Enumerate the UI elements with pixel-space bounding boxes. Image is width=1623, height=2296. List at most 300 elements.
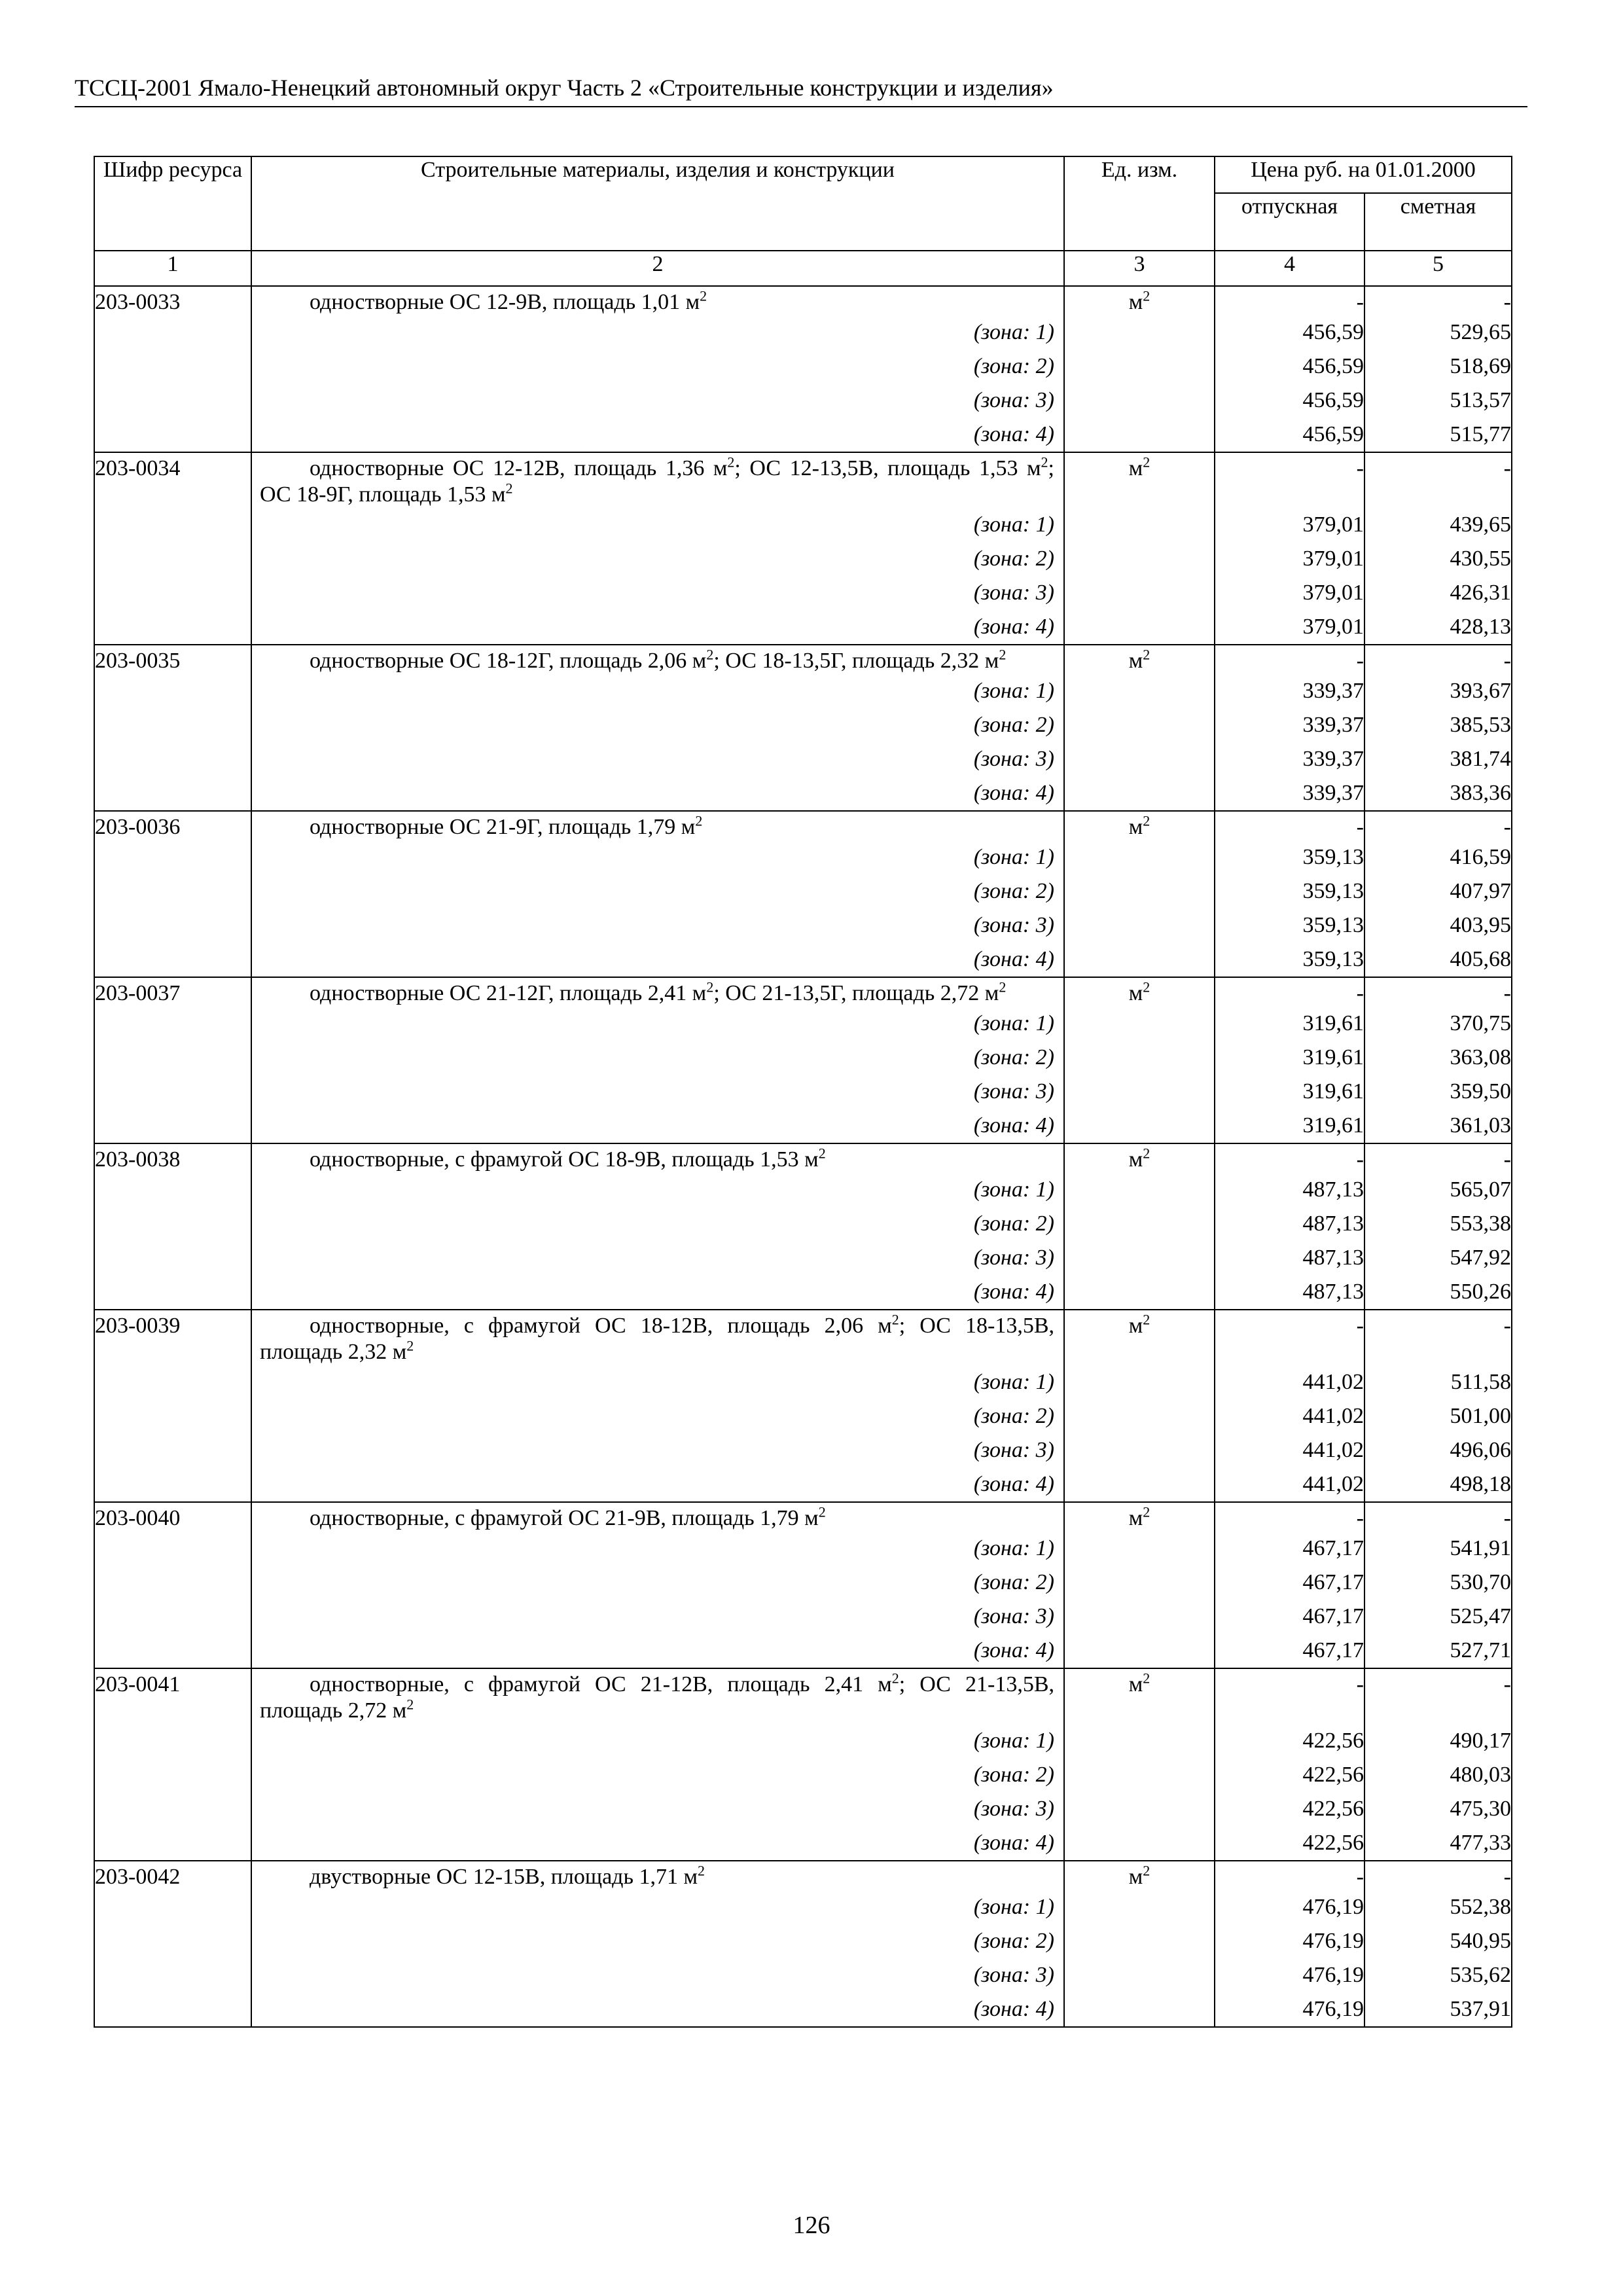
empty-cell	[1064, 384, 1215, 418]
unit-text: м	[1128, 815, 1143, 839]
empty-cell	[94, 1007, 251, 1041]
resource-code: 203-0039	[94, 1310, 251, 1365]
unit-cell	[1064, 1668, 1215, 1724]
unit-text: м	[1128, 1506, 1143, 1530]
estimate-price: 385,53	[1364, 708, 1512, 742]
estimate-price: 518,69	[1364, 350, 1512, 384]
zone-label: (зона: 1)	[973, 1536, 1054, 1560]
empty-cell	[1064, 1241, 1215, 1275]
unit-exponent: 2	[1143, 1503, 1150, 1520]
estimate-price: 537,91	[1364, 1992, 1512, 2027]
material-description	[252, 980, 1063, 1007]
zone-label: (зона: 1)	[973, 1370, 1054, 1394]
unit-exponent: 2	[505, 480, 513, 497]
zone-label: (зона: 3)	[973, 913, 1054, 937]
material-description	[252, 1313, 1063, 1365]
release-price: 422,56	[1215, 1724, 1364, 1758]
release-price: 467,17	[1215, 1634, 1364, 1668]
estimate-price: 511,58	[1364, 1365, 1512, 1399]
unit-cell	[1064, 1861, 1215, 1890]
zone-label: (зона: 2)	[973, 354, 1054, 378]
estimate-price: 363,08	[1364, 1041, 1512, 1075]
estimate-price: 501,00	[1364, 1399, 1512, 1433]
zone-row	[94, 315, 1512, 350]
header-estimate-price: сметная	[1364, 193, 1512, 251]
release-price: 456,59	[1215, 350, 1364, 384]
unit-exponent: 2	[1143, 1670, 1150, 1687]
empty-cell	[94, 674, 251, 708]
description-text: ; ОС 18-13,5В, площадь 2,32 м	[260, 1314, 1055, 1364]
release-price: 487,13	[1215, 1275, 1364, 1310]
unit-exponent: 2	[706, 978, 714, 996]
material-description	[252, 289, 1063, 315]
release-price: 339,37	[1215, 708, 1364, 742]
empty-cell	[1064, 1109, 1215, 1143]
empty-cell	[94, 1992, 251, 2027]
unit-text: м	[1128, 1147, 1143, 1172]
material-description-cell	[251, 645, 1064, 674]
empty-cell	[1064, 1207, 1215, 1241]
zone-cell	[251, 610, 1064, 645]
release-price: 339,37	[1215, 674, 1364, 708]
empty-cell	[1064, 1566, 1215, 1600]
description-text: ; ОС 12-13,5В, площадь 1,53 м	[734, 456, 1041, 480]
estimate-price: 550,26	[1364, 1275, 1512, 1310]
estimate-price: 475,30	[1364, 1792, 1512, 1826]
release-price: 456,59	[1215, 418, 1364, 452]
empty-cell	[1064, 1007, 1215, 1041]
zone-cell	[251, 1890, 1064, 1924]
estimate-price: 530,70	[1364, 1566, 1512, 1600]
zone-cell	[251, 742, 1064, 776]
unit-exponent: 2	[1143, 1862, 1150, 1879]
description-text: ; ОС 18-13,5Г, площадь 2,32 м	[713, 649, 999, 673]
zone-label: (зона: 4)	[973, 947, 1054, 971]
table-body	[94, 286, 1512, 2027]
zone-label: (зона: 1)	[973, 679, 1054, 703]
release-price: 467,17	[1215, 1532, 1364, 1566]
zone-label: (зона: 4)	[973, 1113, 1054, 1138]
unit-cell	[1064, 286, 1215, 315]
estimate-price: 527,71	[1364, 1634, 1512, 1668]
estimate-price: 553,38	[1364, 1207, 1512, 1241]
unit-exponent: 2	[1143, 1145, 1150, 1162]
zone-cell	[251, 1075, 1064, 1109]
release-price: 476,19	[1215, 1992, 1364, 2027]
empty-cell	[1064, 1173, 1215, 1207]
zone-label: (зона: 3)	[973, 1246, 1054, 1270]
table-row	[94, 286, 1512, 315]
unit-text: м	[1128, 1865, 1143, 1889]
material-description	[252, 1672, 1063, 1724]
zone-cell	[251, 1041, 1064, 1075]
zone-label: (зона: 3)	[973, 1438, 1054, 1462]
zone-row	[94, 1532, 1512, 1566]
zone-cell	[251, 1433, 1064, 1467]
zone-row	[94, 542, 1512, 576]
empty-cell	[94, 742, 251, 776]
zone-row	[94, 1826, 1512, 1861]
estimate-price: 490,17	[1364, 1724, 1512, 1758]
empty-cell	[94, 508, 251, 542]
zone-cell	[251, 1241, 1064, 1275]
release-price: 319,61	[1215, 1007, 1364, 1041]
unit-exponent: 2	[698, 1862, 705, 1879]
zone-cell	[251, 1924, 1064, 1958]
empty-cell	[94, 1467, 251, 1502]
zone-label: (зона: 4)	[973, 1638, 1054, 1662]
description-text: одностворные ОС 18-12Г, площадь 2,06 м	[310, 649, 707, 673]
release-price-dash: -	[1215, 452, 1364, 508]
column-number-row	[94, 251, 1512, 286]
material-description	[252, 1505, 1063, 1532]
zone-row	[94, 1007, 1512, 1041]
estimate-price-dash: -	[1364, 645, 1512, 674]
zone-label: (зона: 3)	[973, 1604, 1054, 1628]
description-text: одностворные, с фрамугой ОС 18-12В, площадь 2,06 м	[310, 1314, 892, 1338]
empty-cell	[1064, 1826, 1215, 1861]
zone-row	[94, 1041, 1512, 1075]
unit-exponent: 2	[1143, 454, 1150, 471]
estimate-price-dash: -	[1364, 1861, 1512, 1890]
description-text: одностворные ОС 21-12Г, площадь 2,41 м	[310, 981, 707, 1005]
material-description	[252, 1864, 1063, 1890]
zone-row	[94, 1600, 1512, 1634]
zone-row	[94, 1467, 1512, 1502]
description-text: одностворные, с фрамугой ОС 18-9В, площадь 1,53 м	[310, 1147, 819, 1172]
empty-cell	[94, 1075, 251, 1109]
unit-exponent: 2	[406, 1696, 414, 1713]
unit-exponent: 2	[406, 1337, 414, 1354]
estimate-price: 477,33	[1364, 1826, 1512, 1861]
zone-label: (зона: 2)	[973, 1211, 1054, 1236]
zone-row	[94, 418, 1512, 452]
release-price: 467,17	[1215, 1600, 1364, 1634]
empty-cell	[94, 1207, 251, 1241]
empty-cell	[94, 610, 251, 645]
unit-text: м	[1128, 1314, 1143, 1338]
material-description-cell	[251, 811, 1064, 840]
zone-label: (зона: 2)	[973, 1404, 1054, 1428]
empty-cell	[1064, 508, 1215, 542]
zone-row	[94, 1399, 1512, 1433]
description-text: ; ОС 21-13,5В, площадь 2,72 м	[260, 1672, 1055, 1723]
release-price: 441,02	[1215, 1433, 1364, 1467]
material-description	[252, 648, 1063, 674]
release-price: 422,56	[1215, 1826, 1364, 1861]
release-price: 339,37	[1215, 742, 1364, 776]
release-price: 422,56	[1215, 1792, 1364, 1826]
material-description-cell	[251, 977, 1064, 1007]
zone-label: (зона: 3)	[973, 1963, 1054, 1987]
page-number: 126	[793, 2212, 830, 2239]
description-text: одностворные ОС 12-9В, площадь 1,01 м	[310, 290, 700, 314]
zone-label: (зона: 1)	[973, 1729, 1054, 1753]
release-price: 359,13	[1215, 942, 1364, 977]
zone-row	[94, 508, 1512, 542]
release-price: 422,56	[1215, 1758, 1364, 1792]
description-text: одностворные, с фрамугой ОС 21-9В, площадь 1,79 м	[310, 1506, 819, 1530]
zone-row	[94, 1634, 1512, 1668]
zone-label: (зона: 4)	[973, 1831, 1054, 1855]
release-price-dash: -	[1215, 1143, 1364, 1173]
material-description-cell	[251, 1310, 1064, 1365]
release-price: 379,01	[1215, 610, 1364, 645]
zone-label: (зона: 2)	[973, 547, 1054, 571]
empty-cell	[94, 708, 251, 742]
resource-code: 203-0033	[94, 286, 251, 315]
zone-row	[94, 610, 1512, 645]
unit-exponent: 2	[700, 287, 707, 304]
zone-label: (зона: 4)	[973, 422, 1054, 446]
estimate-price: 393,67	[1364, 674, 1512, 708]
description-text: одностворные, с фрамугой ОС 21-12В, площадь 2,41 м	[310, 1672, 892, 1696]
unit-cell	[1064, 1143, 1215, 1173]
release-price: 476,19	[1215, 1958, 1364, 1992]
empty-cell	[1064, 315, 1215, 350]
empty-cell	[1064, 1041, 1215, 1075]
empty-cell	[94, 1399, 251, 1433]
empty-cell	[1064, 1467, 1215, 1502]
zone-cell	[251, 1275, 1064, 1310]
zone-cell	[251, 542, 1064, 576]
unit-text: м	[1128, 1672, 1143, 1696]
zone-row	[94, 776, 1512, 811]
zone-cell	[251, 776, 1064, 811]
resource-code: 203-0042	[94, 1861, 251, 1890]
zone-row	[94, 1365, 1512, 1399]
estimate-price: 525,47	[1364, 1600, 1512, 1634]
unit-exponent: 2	[999, 978, 1007, 996]
zone-row	[94, 350, 1512, 384]
zone-row	[94, 908, 1512, 942]
material-description	[252, 456, 1063, 508]
table-row	[94, 645, 1512, 674]
empty-cell	[1064, 1924, 1215, 1958]
column-number: 2	[251, 251, 1064, 286]
empty-cell	[94, 1041, 251, 1075]
unit-exponent: 2	[999, 646, 1007, 663]
column-number: 4	[1215, 251, 1364, 286]
zone-label: (зона: 4)	[973, 781, 1054, 805]
empty-cell	[94, 1634, 251, 1668]
estimate-price: 370,75	[1364, 1007, 1512, 1041]
release-price-dash: -	[1215, 1502, 1364, 1532]
zone-row	[94, 874, 1512, 908]
unit-exponent: 2	[1143, 1311, 1150, 1328]
zone-row	[94, 840, 1512, 874]
zone-row	[94, 1566, 1512, 1600]
zone-cell	[251, 1365, 1064, 1399]
empty-cell	[94, 1275, 251, 1310]
unit-text: м	[1128, 456, 1143, 480]
zone-row	[94, 708, 1512, 742]
empty-cell	[94, 1566, 251, 1600]
empty-cell	[94, 1890, 251, 1924]
zone-cell	[251, 1007, 1064, 1041]
material-description	[252, 814, 1063, 840]
empty-cell	[94, 576, 251, 610]
estimate-price: 547,92	[1364, 1241, 1512, 1275]
empty-cell	[94, 874, 251, 908]
material-description-cell	[251, 1861, 1064, 1890]
zone-cell	[251, 1566, 1064, 1600]
zone-row	[94, 1890, 1512, 1924]
estimate-price: 529,65	[1364, 315, 1512, 350]
empty-cell	[94, 942, 251, 977]
description-text: ; ОС 21-13,5Г, площадь 2,72 м	[713, 981, 999, 1005]
empty-cell	[1064, 1365, 1215, 1399]
material-description-cell	[251, 1668, 1064, 1724]
zone-row	[94, 674, 1512, 708]
release-price: 487,13	[1215, 1241, 1364, 1275]
zone-cell	[251, 315, 1064, 350]
empty-cell	[1064, 1634, 1215, 1668]
zone-row	[94, 1207, 1512, 1241]
unit-exponent: 2	[1143, 287, 1150, 304]
unit-exponent: 2	[1143, 812, 1150, 829]
material-description	[252, 1147, 1063, 1173]
unit-cell	[1064, 811, 1215, 840]
zone-row	[94, 1792, 1512, 1826]
zone-row	[94, 1433, 1512, 1467]
zone-cell	[251, 576, 1064, 610]
zone-label: (зона: 2)	[973, 1763, 1054, 1787]
zone-cell	[251, 1600, 1064, 1634]
zone-cell	[251, 942, 1064, 977]
header-release-price: отпускная	[1215, 193, 1364, 251]
zone-label: (зона: 2)	[973, 1929, 1054, 1953]
zone-label: (зона: 4)	[973, 615, 1054, 639]
zone-label: (зона: 2)	[973, 879, 1054, 903]
estimate-price: 513,57	[1364, 384, 1512, 418]
table-header	[94, 156, 1512, 286]
zone-label: (зона: 4)	[973, 1472, 1054, 1496]
release-price: 319,61	[1215, 1075, 1364, 1109]
estimate-price: 565,07	[1364, 1173, 1512, 1207]
empty-cell	[1064, 1532, 1215, 1566]
zone-label: (зона: 2)	[973, 713, 1054, 737]
empty-cell	[94, 1792, 251, 1826]
release-price-dash: -	[1215, 645, 1364, 674]
empty-cell	[1064, 1724, 1215, 1758]
zone-label: (зона: 1)	[973, 320, 1054, 344]
release-price: 379,01	[1215, 542, 1364, 576]
unit-text: м	[1128, 649, 1143, 673]
resource-code: 203-0036	[94, 811, 251, 840]
zone-row	[94, 1109, 1512, 1143]
estimate-price-dash: -	[1364, 1502, 1512, 1532]
unit-exponent: 2	[891, 1670, 899, 1687]
zone-cell	[251, 874, 1064, 908]
empty-cell	[1064, 1890, 1215, 1924]
empty-cell	[94, 1758, 251, 1792]
release-price: 359,13	[1215, 908, 1364, 942]
release-price: 339,37	[1215, 776, 1364, 811]
unit-exponent: 2	[891, 1311, 899, 1328]
empty-cell	[94, 908, 251, 942]
release-price: 476,19	[1215, 1924, 1364, 1958]
estimate-price: 439,65	[1364, 508, 1512, 542]
zone-label: (зона: 1)	[973, 845, 1054, 869]
unit-exponent: 2	[818, 1145, 826, 1162]
unit-cell	[1064, 452, 1215, 508]
material-description-cell	[251, 1502, 1064, 1532]
empty-cell	[94, 776, 251, 811]
empty-cell	[1064, 742, 1215, 776]
unit-text: м	[1128, 981, 1143, 1005]
release-price-dash: -	[1215, 1861, 1364, 1890]
release-price-dash: -	[1215, 1310, 1364, 1365]
unit-cell	[1064, 1502, 1215, 1532]
material-description-cell	[251, 452, 1064, 508]
empty-cell	[1064, 1433, 1215, 1467]
price-table	[94, 156, 1512, 2028]
estimate-price-dash: -	[1364, 1143, 1512, 1173]
unit-exponent: 2	[1143, 978, 1150, 996]
empty-cell	[94, 1365, 251, 1399]
release-price: 456,59	[1215, 384, 1364, 418]
zone-cell	[251, 1826, 1064, 1861]
empty-cell	[1064, 350, 1215, 384]
empty-cell	[1064, 1958, 1215, 1992]
zone-cell	[251, 908, 1064, 942]
estimate-price: 383,36	[1364, 776, 1512, 811]
estimate-price: 430,55	[1364, 542, 1512, 576]
zone-label: (зона: 2)	[973, 1570, 1054, 1594]
release-price: 487,13	[1215, 1173, 1364, 1207]
column-number: 3	[1064, 251, 1215, 286]
zone-row	[94, 384, 1512, 418]
zone-row	[94, 1992, 1512, 2027]
estimate-price: 407,97	[1364, 874, 1512, 908]
table-row	[94, 977, 1512, 1007]
empty-cell	[1064, 418, 1215, 452]
release-price: 379,01	[1215, 508, 1364, 542]
empty-cell	[1064, 1992, 1215, 2027]
release-price-dash: -	[1215, 286, 1364, 315]
description-text: одностворные ОС 21-9Г, площадь 1,79 м	[310, 815, 696, 839]
zone-cell	[251, 1532, 1064, 1566]
zone-cell	[251, 708, 1064, 742]
table-row	[94, 452, 1512, 508]
release-price-dash: -	[1215, 977, 1364, 1007]
zone-cell	[251, 1634, 1064, 1668]
zone-row	[94, 742, 1512, 776]
empty-cell	[94, 1109, 251, 1143]
empty-cell	[94, 1924, 251, 1958]
unit-exponent: 2	[727, 454, 735, 471]
table-row	[94, 1861, 1512, 1890]
resource-code: 203-0035	[94, 645, 251, 674]
empty-cell	[94, 1600, 251, 1634]
estimate-price: 535,62	[1364, 1958, 1512, 1992]
estimate-price: 515,77	[1364, 418, 1512, 452]
zone-row	[94, 1958, 1512, 1992]
release-price: 441,02	[1215, 1399, 1364, 1433]
description-text: ; ОС 18-9Г, площадь 1,53 м	[260, 456, 1054, 507]
empty-cell	[94, 315, 251, 350]
estimate-price: 480,03	[1364, 1758, 1512, 1792]
zone-row	[94, 1241, 1512, 1275]
zone-label: (зона: 4)	[973, 1280, 1054, 1304]
zone-row	[94, 1924, 1512, 1958]
zone-cell	[251, 1992, 1064, 2027]
zone-cell	[251, 1467, 1064, 1502]
zone-cell	[251, 1207, 1064, 1241]
release-price: 487,13	[1215, 1207, 1364, 1241]
release-price: 359,13	[1215, 874, 1364, 908]
